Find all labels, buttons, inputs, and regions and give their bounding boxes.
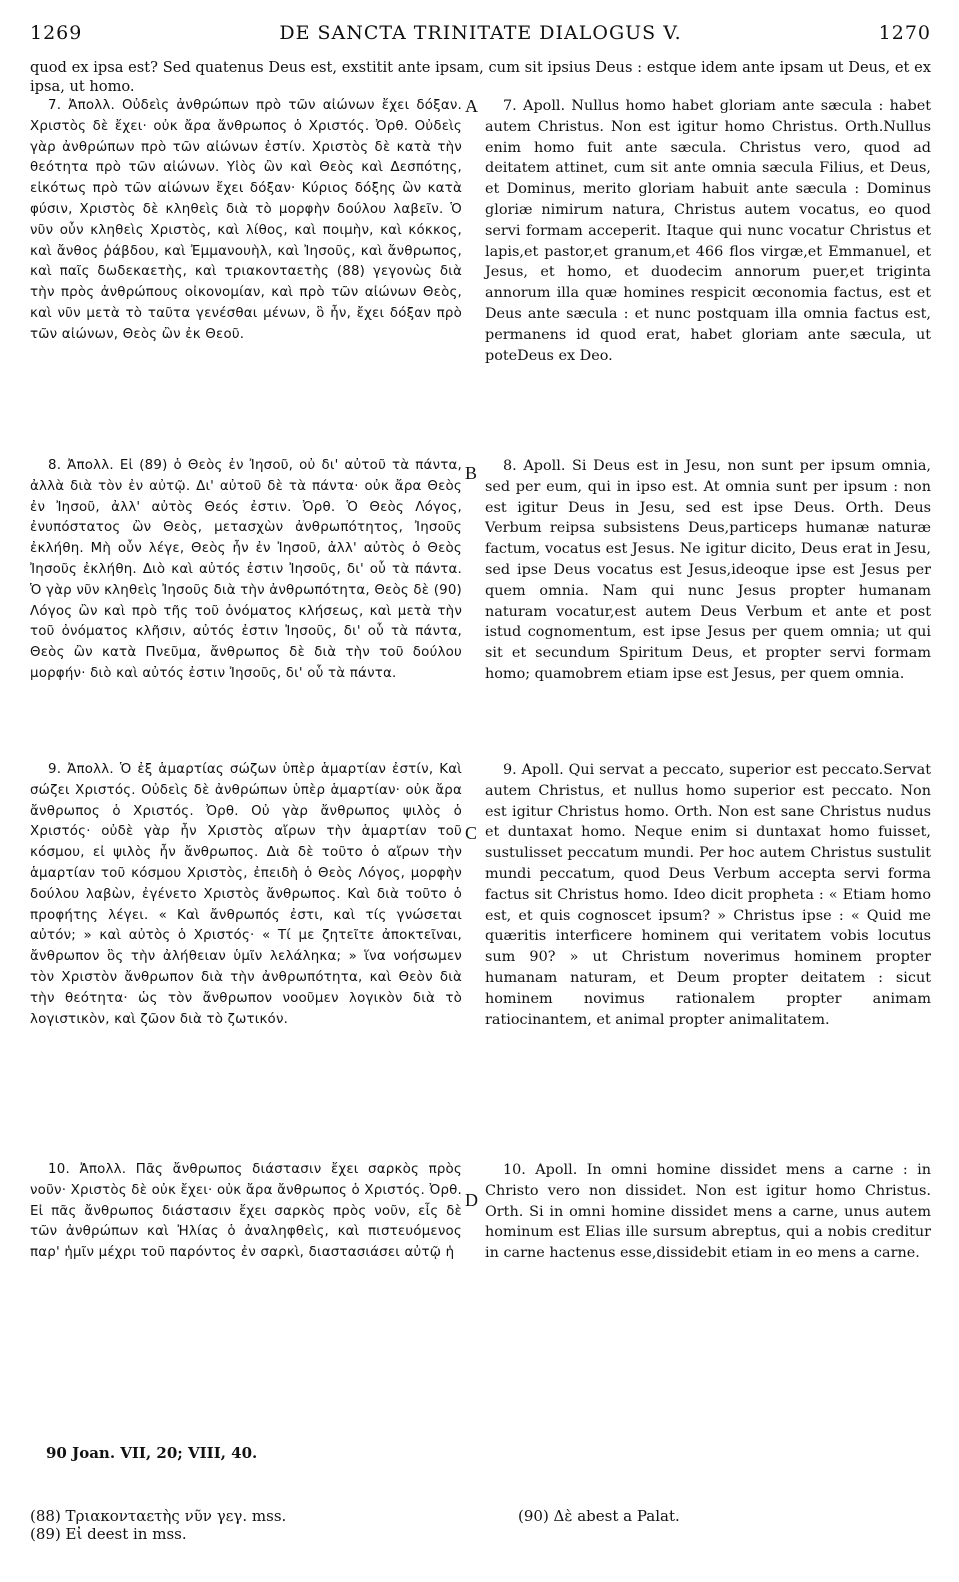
latin-column-10 bbox=[485, 1160, 931, 1264]
latin-paragraph-7: 7. Apoll. Nullus homo habet gloriam ante sæcula : habet autem Christus. Non est igitur homo Christus. Orth.Nullus enim homo fuit ante sæcula. Christus vero, quod ad deitatem attinet, cum sit ante omnia sæcula Filius, et Deus, et Dominus, merito gloriam habuit ante sæcula : Dominus gloriæ nimirum natura, Christus autem vocatus, eo quod servi formam acceperit. Itaque qui nunc vocatur Christus et lapis,et pastor,et granum,et 466 flos virgæ,et Emmanuel, et Jesus, et homo, et duodecim annorum puer,et triginta annorum illa quæ homines respicit œconomia factus, est et Deus ante sæcula : et nunc postquam illa omnia factus est, permanens id quod erat, habet gloriam ante sæcula, ut poteDeus ex Deo. bbox=[485, 98, 931, 364]
latin-column-9 bbox=[485, 760, 931, 1030]
latin-column-7 bbox=[485, 96, 931, 366]
section-marker-c: C bbox=[465, 823, 478, 843]
greek-column-9 bbox=[30, 760, 462, 1030]
critical-notes-left bbox=[30, 1507, 286, 1543]
page-title: DE SANCTA TRINITATE DIALOGUS V. bbox=[279, 22, 682, 44]
greek-column-8 bbox=[30, 456, 462, 685]
greek-paragraph-8: 8. Ἀπολλ. Εἰ (89) ὁ Θεὸς ἐν Ἰησοῦ, οὐ δι' αὐτοῦ τὰ πάντα, ἀλλὰ διὰ τὸν ἐν αὐτῷ. Δι' αὐτοῦ δὲ τὰ πάντα· οὐκ ἄρα Θεὸς ἐν Ἰησοῦ, ἀλλ' αὐτὸς Θεός ἐστιν. Ὀρθ. Ὁ Θεὸς Λόγος, ἐνυπόστατος ὢν Θεὸς, μετασχὼν ἀνθρωπότητος, Ἰησοῦς ἐκλήθη. Μὴ οὖν λέγε, Θεὸς ἦν ἐν Ἰησοῦ, ἀλλ' αὐτὸς ὁ Θεὸς Ἰησοῦς ἐκλήθη. Διὸ καὶ αὐτός ἐστιν Ἰησοῦς, δι' οὗ τὰ πάντα. Ὁ γὰρ νῦν κληθεὶς Ἰησοῦς διὰ τὴν ἀνθρωπότητα, Θεὸς δὲ (90) Λόγος ὢν καὶ πρὸ τῆς τοῦ ὀνόματος κλήσεως, καὶ μετὰ τὴν τοῦ ὀνόματος κλῆσιν, αὐτός ἐστιν Ἰησοῦς, δι' οὗ τὰ πάντα, Θεὸς ὢν κατὰ Πνεῦμα, ἄνθρωπος δὲ διὰ τὴν τοῦ δούλου μορφήν· διὸ καὶ αὐτός ἐστιν Ἰησοῦς, δι' οὗ τὰ πάντα. bbox=[30, 458, 462, 681]
greek-paragraph-7: 7. Ἀπολλ. Οὐδεὶς ἀνθρώπων πρὸ τῶν αἰώνων ἔχει δόξαν. Χριστὸς δὲ ἔχει· οὐκ ἄρα ἄνθρωπος ὁ Χριστός. Ὀρθ. Οὐδεὶς γὰρ ἀνθρώπων πρὸ τῶν αἰώνων ἐστίν. Χριστὸς δὲ κατὰ τὴν θεότητα πρὸ τῶν αἰώνων. Υἱὸς ὢν καὶ Θεὸς καὶ Δεσπότης, εἰκότως πρὸ τῶν αἰώνων ἔχει δόξαν· Κύριος δόξης ὢν κατὰ φύσιν, Χριστὸς δὲ κληθεὶς διὰ τὸ μορφὴν δούλου λαβεῖν. Ὁ νῦν οὖν κληθεὶς Χριστὸς, καὶ λίθος, καὶ ποιμὴν, καὶ κόκκος, καὶ ἄνθος ῥάβδου, καὶ Ἐμμανουὴλ, καὶ Ἰησοῦς, καὶ ἄνθρωπος, καὶ παῖς δωδεκαετὴς, καὶ τριακονταετὴς (88) γεγονὼς διὰ τὴν πρὸς ἀνθρώπους οἰκονομίαν, καὶ πρὸ τῶν αἰώνων Θεὸς, καὶ νῦν μετὰ τὸ ταῦτα γενέσθαι μένων, ὃ ἦν, ἔχει δόξαν πρὸ τῶν αἰώνων, Θεὸς ὢν ἐκ Θεοῦ. bbox=[30, 98, 462, 342]
greek-paragraph-10: 10. Ἀπολλ. Πᾶς ἄνθρωπος διάστασιν ἔχει σαρκὸς πρὸς νοῦν· Χριστὸς δὲ οὐκ ἔχει· οὐκ ἄρα ἄνθρωπος ὁ Χριστός. Ὀρθ. Εἰ πᾶς ἄνθρωπος διάστασιν ἔχει σαρκὸς πρὸς νοῦν, εἷς δὲ τῶν ἀνθρώπων καὶ Ἠλίας ὁ ἀναληφθεὶς, καὶ πιστευόμενος παρ' ἡμῖν μέχρι τοῦ παρόντος ἐν σαρκὶ, διαστασιάσει αὐτῷ ἡ bbox=[30, 1162, 462, 1261]
section-marker-a: A bbox=[465, 96, 478, 116]
running-header bbox=[30, 22, 931, 50]
intro-text: quod ex ipsa est? Sed quatenus Deus est, exstitit ante ipsam, cum sit ipsius Deus : estque idem ante ipsam ut Deus, et ex ipsa, ut homo. bbox=[30, 59, 931, 95]
section-marker-d: D bbox=[465, 1190, 478, 1210]
latin-paragraph-8: 8. Apoll. Si Deus est in Jesu, non sunt per ipsum omnia, sed per eum, qui in ipso est. At omnia sunt per ipsum : non est igitur Deus in Jesu, sed est ipse Deus. Orth. Deus Verbum reipsa subsistens Deus,particeps humanæ naturæ factum, vocatus est Jesus. Ne igitur dicito, Deus erat in Jesu, sed ipse Deus vocatus est Jesus,ideoque ipse est Jesus per quem omnia. Nam qui nunc Jesus propter humanam naturam vocatur,est autem Deus Verbum et ante et post istud cognomentum, est ipse Jesus per quem omnia; ut qui sit et secundum Spiritum Deus, et propter servi formam homo; quamobrem etiam ipse est Jesus, per quem omnia. bbox=[485, 458, 931, 682]
note-88: (88) Τριακονταετὴς νῦν γεγ. mss. bbox=[30, 1507, 287, 1525]
footnote-90: 90 Joan. VII, 20; VIII, 40. bbox=[46, 1444, 258, 1462]
greek-column-10 bbox=[30, 1160, 462, 1264]
page-number-right: 1270 bbox=[878, 22, 931, 44]
latin-paragraph-9: 9. Apoll. Qui servat a peccato, superior est peccato.Servat autem Christus, et nullus homo superior est peccato. Non est igitur Christus homo. Orth. Non est sane Christus nudus et duntaxat homo. Neque enim si duntaxat homo fuisset, sustulisset peccatum mundi. Per hoc autem Christus sustulit mundi peccatum, quod Deus Verbum accepta servi forma factus sit Christus homo. Ideo dicit propheta : « Etiam homo est, et quis cognoscet ipsum? » Christus ipse : « Quid me quæritis interficere hominem qui veritatem vobis locutus sum 90? » ut Christum noverimus hominem propter humanam naturam, et Deum propter deitatem : sicut hominem novimus rationalem propter animam ratiocinantem, et animal propter animalitatem. bbox=[485, 762, 931, 1028]
greek-column bbox=[30, 96, 462, 346]
greek-paragraph-9: 9. Ἀπολλ. Ὁ ἐξ ἁμαρτίας σώζων ὑπὲρ ἁμαρτίαν ἐστίν, Καὶ σώζει Χριστός. Οὐδεὶς δὲ ἀνθρώπων ὑπὲρ ἁμαρτίαν· οὐκ ἄρα ἄνθρωπος ὁ Χριστός. Ὀρθ. Οὐ γὰρ ἄνθρωπος ψιλὸς ὁ Χριστός· οὐδὲ γὰρ ἦν Χριστὸς αἴρων τὴν ἁμαρτίαν τοῦ κόσμου, εἰ ψιλὸς ἦν ἄνθρωπος. Διὰ δὲ τοῦτο ὁ αἴρων τὴν ἁμαρτίαν τοῦ κόσμου Χριστὸς, ἐπειδὴ ὁ Θεὸς Λόγος, μορφὴν δούλου λαβὼν, ἐγένετο Χριστὸς ἄνθρωπος. Καὶ διὰ τοῦτο ὁ προφήτης λέγει. « Καὶ ἄνθρωπός ἐστι, καὶ τίς γνώσεται αὐτόν; » καὶ αὐτὸς ὁ Χριστός· « Τί με ζητεῖτε ἀποκτεῖναι, ἄνθρωπον ὃς τὴν ἀλήθειαν ὑμῖν λελάληκα; » ἵνα νοήσωμεν τὸν Χριστὸν ἄνθρωπον διὰ τὴν ἀνθρωπότητα, καὶ Θεὸν διὰ τὴν θεότητα· ὡς τὸν ἄνθρωπον νοοῦμεν λογικὸν διὰ τὸ λογιστικὸν, καὶ ζῶον διὰ τὸ ζωτικόν. bbox=[30, 762, 462, 1027]
note-90: (90) Δὲ abest a Palat. bbox=[518, 1507, 680, 1525]
note-89: (89) Εἰ deest in mss. bbox=[30, 1525, 187, 1543]
latin-paragraph-10: 10. Apoll. In omni homine dissidet mens a carne : in Christo vero non dissidet. Non est igitur homo Christus. Orth. Si in omni homine dissidet mens a carne, unus autem hominum est Elias ille sursum abreptus, qui a nobis creditur in carne hactenus esse,dissidebit etiam in eo mens a carne. bbox=[485, 1162, 931, 1262]
latin-column-8 bbox=[485, 456, 931, 685]
page-number-left: 1269 bbox=[30, 22, 83, 44]
section-marker-b: B bbox=[465, 463, 478, 483]
